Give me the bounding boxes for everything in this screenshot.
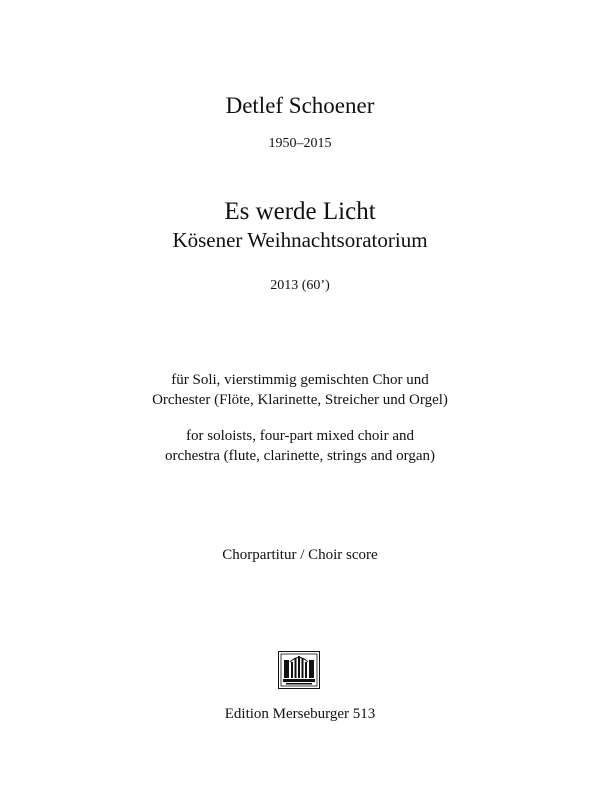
score-type: Chorpartitur / Choir score — [222, 547, 378, 563]
year-duration: 2013 (60’) — [270, 278, 330, 293]
work-subtitle: Kösener Weihnachtsoratorium — [172, 228, 428, 252]
organ-pipes-logo-icon — [278, 651, 320, 689]
instrumentation-german-line-1: für Soli, vierstimmig gemischten Chor und — [171, 372, 429, 388]
instrumentation-german-line-2: Orchester (Flöte, Klarinette, Streicher und Orgel) — [152, 392, 448, 408]
instrumentation-english-line-1: for soloists, four-part mixed choir and — [186, 428, 414, 444]
composer-dates: 1950–2015 — [268, 136, 332, 151]
work-title: Es werde Licht — [224, 198, 376, 225]
publisher-edition: Edition Merseburger 513 — [224, 706, 376, 722]
composer-name: Detlef Schoener — [225, 93, 375, 118]
instrumentation-english-line-2: orchestra (flute, clarinette, strings and organ) — [164, 448, 436, 464]
